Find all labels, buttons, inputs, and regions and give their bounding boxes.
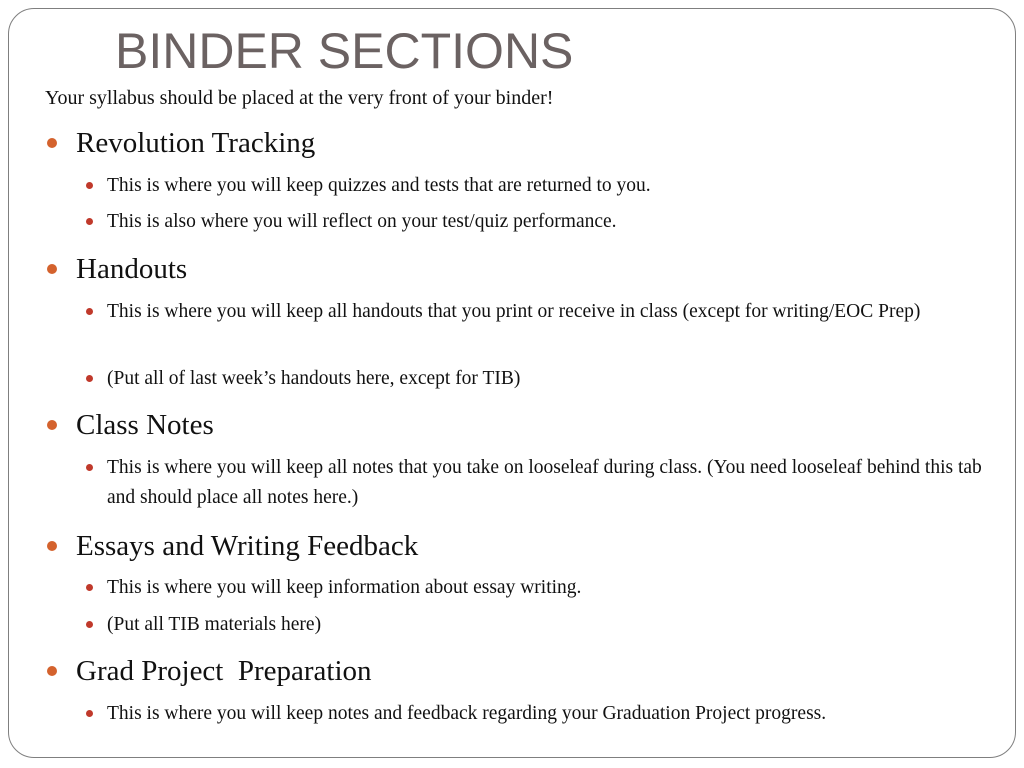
list-item: This is where you will keep all handouts that you print or receive in class (except for writing/EOC Prep) <box>107 301 921 322</box>
item-bullet-icon <box>86 621 93 628</box>
section-heading-handouts: Handouts <box>76 253 188 285</box>
section-heading-class-notes: Class Notes <box>76 409 214 441</box>
list-item: This is where you will keep notes and feedback regarding your Graduation Project progress. <box>107 703 827 724</box>
list-item: This is where you will keep quizzes and tests that are returned to you. <box>107 175 651 196</box>
list-item: (Put all TIB materials here) <box>107 614 322 635</box>
intro-text: Your syllabus should be placed at the very front of your binder! <box>45 87 554 109</box>
slide-title: BINDER SECTIONS <box>115 23 574 79</box>
list-item: This is also where you will reflect on your test/quiz performance. <box>107 211 617 232</box>
item-bullet-icon <box>86 308 93 315</box>
item-bullet-icon <box>86 584 93 591</box>
section-bullet-icon <box>47 666 57 676</box>
section-heading-revolution-tracking: Revolution Tracking <box>76 127 316 159</box>
section-bullet-icon <box>47 420 57 430</box>
list-item: This is where you will keep all notes that you take on looseleaf during class. (You need looseleaf behind this tab and should place all notes here.) <box>107 457 982 508</box>
list-item: (Put all of last week’s handouts here, except for TIB) <box>107 368 521 389</box>
item-bullet-icon <box>86 182 93 189</box>
section-bullet-icon <box>47 541 57 551</box>
section-bullet-icon <box>47 138 57 148</box>
item-bullet-icon <box>86 375 93 382</box>
item-bullet-icon <box>86 218 93 225</box>
section-bullet-icon <box>47 264 57 274</box>
item-bullet-icon <box>86 710 93 717</box>
section-heading-grad-project: Grad Project Preparation <box>76 655 372 687</box>
list-item: This is where you will keep information about essay writing. <box>107 577 582 598</box>
item-bullet-icon <box>86 464 93 471</box>
section-heading-essays: Essays and Writing Feedback <box>76 530 419 562</box>
